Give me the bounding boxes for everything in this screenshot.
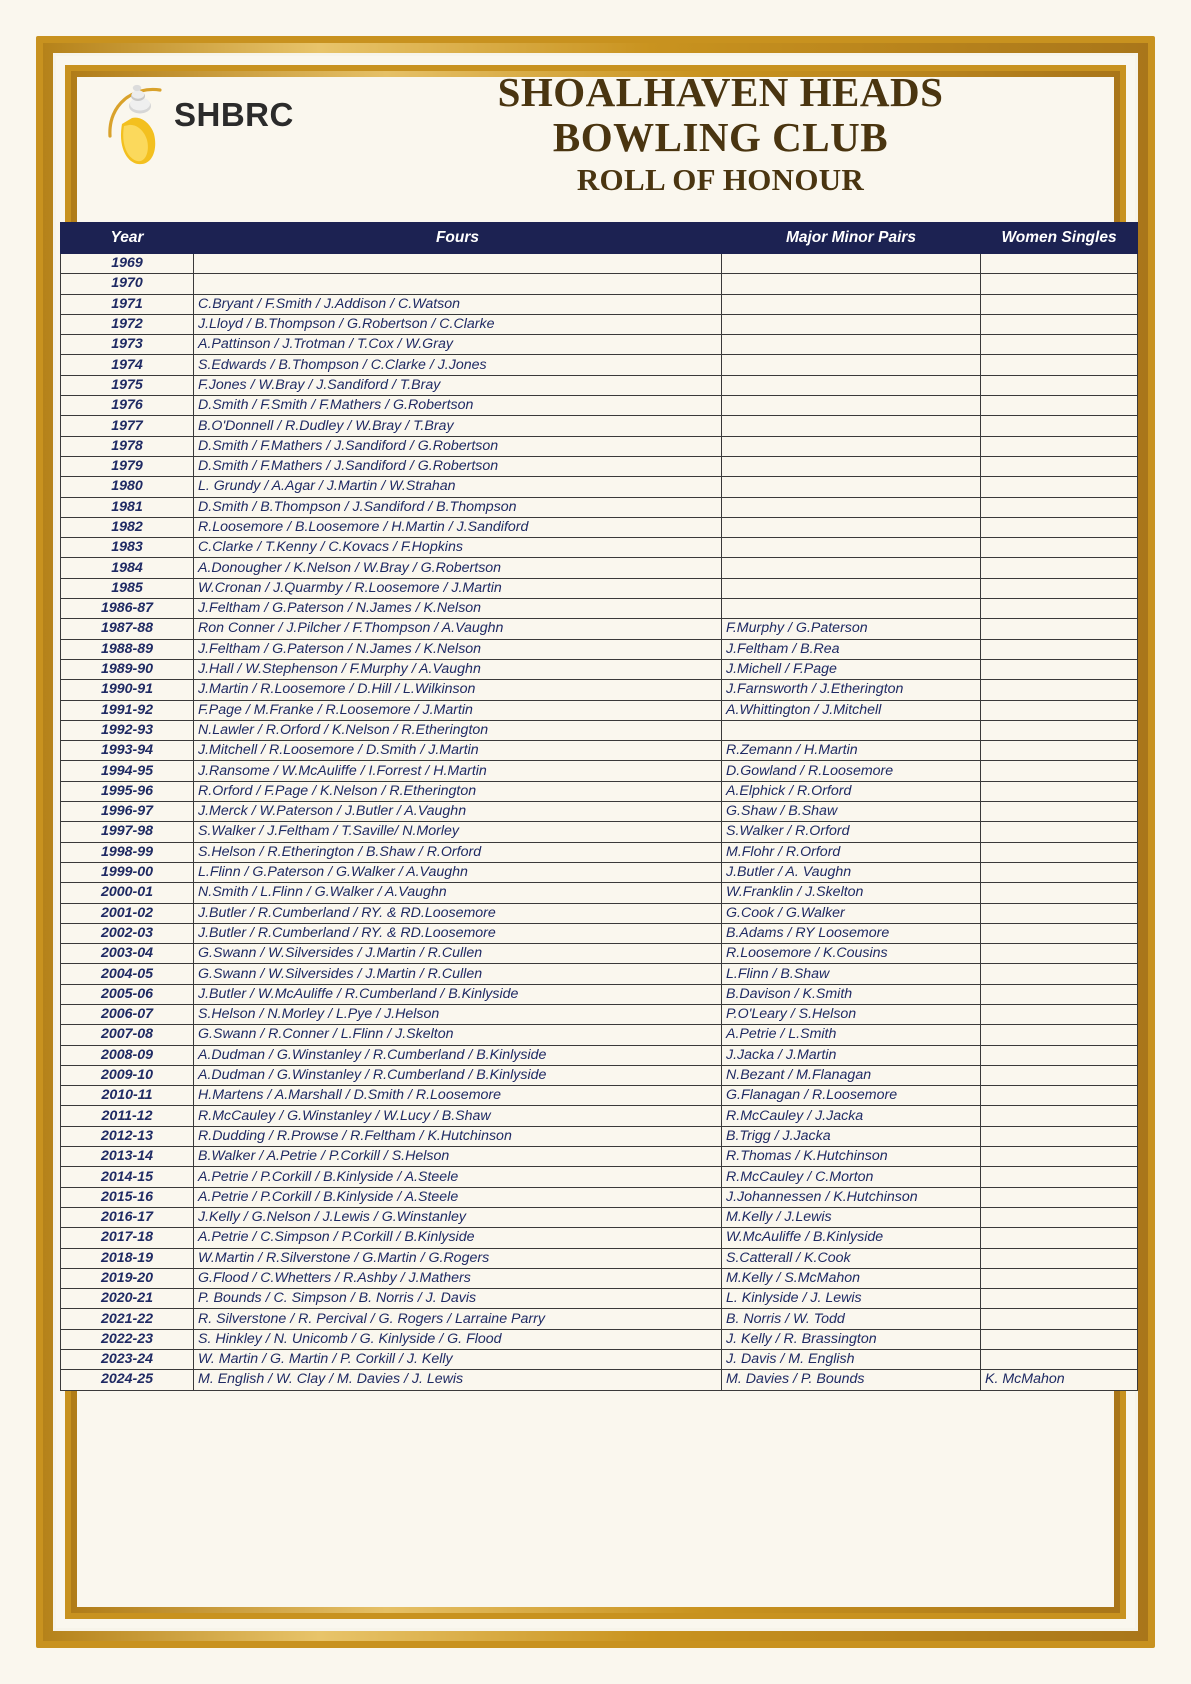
cell-singles — [981, 903, 1138, 923]
table-row — [61, 274, 1138, 294]
cell-pairs: R.Zemann / H.Martin — [722, 741, 981, 761]
table-row — [61, 1147, 1138, 1167]
cell-pairs: J.Johannessen / K.Hutchinson — [722, 1187, 981, 1207]
table-row — [61, 456, 1138, 476]
table-row — [61, 1309, 1138, 1329]
cell-fours: R.Dudding / R.Prowse / R.Feltham / K.Hutchinson — [194, 1126, 722, 1146]
table-row — [61, 802, 1138, 822]
cell-pairs — [722, 436, 981, 456]
cell-singles — [981, 274, 1138, 294]
cell-fours: D.Smith / F.Mathers / J.Sandiford / G.Robertson — [194, 456, 722, 476]
cell-singles — [981, 1248, 1138, 1268]
cell-year: 1987-88 — [61, 619, 194, 639]
table-row — [61, 497, 1138, 517]
cell-fours: G.Swann / W.Silversides / J.Martin / R.Cullen — [194, 964, 722, 984]
cell-fours: J.Merck / W.Paterson / J.Butler / A.Vaughn — [194, 802, 722, 822]
cell-pairs — [722, 558, 981, 578]
column-header-year: Year — [61, 223, 194, 254]
cell-fours: F.Jones / W.Bray / J.Sandiford / T.Bray — [194, 375, 722, 395]
table-row — [61, 700, 1138, 720]
cell-pairs: J.Jacka / J.Martin — [722, 1045, 981, 1065]
cell-pairs: A.Elphick / R.Orford — [722, 781, 981, 801]
cell-singles — [981, 862, 1138, 882]
table-row — [61, 741, 1138, 761]
cell-pairs: J.Butler / A. Vaughn — [722, 862, 981, 882]
cell-year: 1985 — [61, 578, 194, 598]
cell-fours: M. English / W. Clay / M. Davies / J. Lewis — [194, 1370, 722, 1390]
cell-pairs: N.Bezant / M.Flanagan — [722, 1065, 981, 1085]
cell-year: 2011-12 — [61, 1106, 194, 1126]
cell-pairs: J. Kelly / R. Brassington — [722, 1329, 981, 1349]
cell-fours: C.Bryant / F.Smith / J.Addison / C.Watson — [194, 294, 722, 314]
cell-fours: C.Clarke / T.Kenny / C.Kovacs / F.Hopkins — [194, 538, 722, 558]
cell-year: 1999-00 — [61, 862, 194, 882]
table-row — [61, 517, 1138, 537]
cell-year: 1981 — [61, 497, 194, 517]
column-header-major-minor-pairs: Major Minor Pairs — [722, 223, 981, 254]
table-row — [61, 1126, 1138, 1146]
cell-fours: F.Page / M.Franke / R.Loosemore / J.Martin — [194, 700, 722, 720]
cell-fours: A.Dudman / G.Winstanley / R.Cumberland / B.Kinlyside — [194, 1045, 722, 1065]
cell-fours: J.Mitchell / R.Loosemore / D.Smith / J.Martin — [194, 741, 722, 761]
cell-pairs: B. Norris / W. Todd — [722, 1309, 981, 1329]
cell-pairs: G.Flanagan / R.Loosemore — [722, 1086, 981, 1106]
cell-fours: J.Ransome / W.McAuliffe / I.Forrest / H.Martin — [194, 761, 722, 781]
table-header-row — [61, 223, 1138, 254]
cell-pairs — [722, 578, 981, 598]
cell-year: 1998-99 — [61, 842, 194, 862]
cell-year: 1979 — [61, 456, 194, 476]
page-content — [60, 60, 1131, 1391]
cell-fours: A.Donougher / K.Nelson / W.Bray / G.Robertson — [194, 558, 722, 578]
table-row — [61, 1329, 1138, 1349]
cell-fours: J.Butler / W.McAuliffe / R.Cumberland / B.Kinlyside — [194, 984, 722, 1004]
cell-year: 1978 — [61, 436, 194, 456]
cell-fours: S. Hinkley / N. Unicomb / G. Kinlyside / G. Flood — [194, 1329, 722, 1349]
cell-singles — [981, 558, 1138, 578]
cell-pairs: M.Flohr / R.Orford — [722, 842, 981, 862]
cell-year: 2000-01 — [61, 883, 194, 903]
cell-fours: S.Edwards / B.Thompson / C.Clarke / J.Jones — [194, 355, 722, 375]
cell-fours: N.Lawler / R.Orford / K.Nelson / R.Etherington — [194, 720, 722, 740]
cell-fours: S.Walker / J.Feltham / T.Saville/ N.Morley — [194, 822, 722, 842]
cell-fours: J.Lloyd / B.Thompson / G.Robertson / C.Clarke — [194, 314, 722, 334]
cell-year: 2012-13 — [61, 1126, 194, 1146]
cell-pairs: G.Shaw / B.Shaw — [722, 802, 981, 822]
cell-singles — [981, 842, 1138, 862]
table-row — [61, 842, 1138, 862]
cell-year: 1977 — [61, 416, 194, 436]
cell-singles — [981, 619, 1138, 639]
table-row — [61, 294, 1138, 314]
cell-pairs: A.Petrie / L.Smith — [722, 1025, 981, 1045]
cell-pairs — [722, 375, 981, 395]
cell-fours: R.Loosemore / B.Loosemore / H.Martin / J.Sandiford — [194, 517, 722, 537]
table-row — [61, 578, 1138, 598]
cell-year: 1973 — [61, 335, 194, 355]
cell-pairs: J.Farnsworth / J.Etherington — [722, 680, 981, 700]
cell-singles — [981, 578, 1138, 598]
cell-singles — [981, 1350, 1138, 1370]
cell-singles — [981, 294, 1138, 314]
cell-singles — [981, 1268, 1138, 1288]
cell-singles — [981, 1106, 1138, 1126]
cell-singles — [981, 1004, 1138, 1024]
cell-year: 1996-97 — [61, 802, 194, 822]
cell-fours: J.Butler / R.Cumberland / RY. & RD.Loosemore — [194, 903, 722, 923]
roll-of-honour-table — [60, 222, 1138, 1391]
title-line-1: SHOALHAVEN HEADS — [497, 69, 944, 115]
cell-singles — [981, 1126, 1138, 1146]
cell-fours: W.Martin / R.Silverstone / G.Martin / G.Rogers — [194, 1248, 722, 1268]
table-row — [61, 883, 1138, 903]
cell-pairs — [722, 599, 981, 619]
cell-year: 1969 — [61, 254, 194, 274]
svg-text:SHBRC: SHBRC — [174, 96, 294, 133]
shbrc-logo — [100, 78, 310, 168]
cell-pairs: M.Kelly / J.Lewis — [722, 1207, 981, 1227]
cell-fours: J.Kelly / G.Nelson / J.Lewis / G.Winstanley — [194, 1207, 722, 1227]
column-header-fours: Fours — [194, 223, 722, 254]
cell-pairs: J.Michell / F.Page — [722, 659, 981, 679]
cell-fours: H.Martens / A.Marshall / D.Smith / R.Loosemore — [194, 1086, 722, 1106]
table-row — [61, 477, 1138, 497]
table-row — [61, 1289, 1138, 1309]
cell-singles — [981, 254, 1138, 274]
cell-fours: D.Smith / F.Mathers / J.Sandiford / G.Robertson — [194, 436, 722, 456]
cell-fours: A.Pattinson / J.Trotman / T.Cox / W.Gray — [194, 335, 722, 355]
cell-singles — [981, 984, 1138, 1004]
cell-fours: J.Hall / W.Stephenson / F.Murphy / A.Vaughn — [194, 659, 722, 679]
table-row — [61, 396, 1138, 416]
cell-singles — [981, 1309, 1138, 1329]
cell-year: 1982 — [61, 517, 194, 537]
table-row — [61, 1004, 1138, 1024]
cell-year: 2022-23 — [61, 1329, 194, 1349]
table-row — [61, 781, 1138, 801]
title-line-3: ROLL OF HONOUR — [576, 162, 865, 197]
cell-year: 2019-20 — [61, 1268, 194, 1288]
cell-fours: G.Flood / C.Whetters / R.Ashby / J.Mathers — [194, 1268, 722, 1288]
cell-fours: D.Smith / B.Thompson / J.Sandiford / B.Thompson — [194, 497, 722, 517]
table-row — [61, 314, 1138, 334]
table-row — [61, 944, 1138, 964]
cell-fours: R.Orford / F.Page / K.Nelson / R.Etherington — [194, 781, 722, 801]
cell-year: 2014-15 — [61, 1167, 194, 1187]
cell-singles — [981, 456, 1138, 476]
table-row — [61, 659, 1138, 679]
table-row — [61, 1207, 1138, 1227]
cell-year: 2021-22 — [61, 1309, 194, 1329]
cell-singles — [981, 802, 1138, 822]
table-row — [61, 436, 1138, 456]
cell-singles — [981, 700, 1138, 720]
cell-singles — [981, 314, 1138, 334]
cell-year: 1997-98 — [61, 822, 194, 842]
cell-pairs: L. Kinlyside / J. Lewis — [722, 1289, 981, 1309]
cell-year: 2004-05 — [61, 964, 194, 984]
cell-year: 1992-93 — [61, 720, 194, 740]
cell-year: 2016-17 — [61, 1207, 194, 1227]
cell-pairs: F.Murphy / G.Paterson — [722, 619, 981, 639]
cell-fours: J.Feltham / G.Paterson / N.James / K.Nelson — [194, 599, 722, 619]
cell-pairs: M. Davies / P. Bounds — [722, 1370, 981, 1390]
cell-fours: N.Smith / L.Flinn / G.Walker / A.Vaughn — [194, 883, 722, 903]
table-body — [61, 254, 1138, 1391]
title-line-2: BOWLING CLUB — [552, 114, 889, 160]
cell-pairs — [722, 497, 981, 517]
cell-year: 2007-08 — [61, 1025, 194, 1045]
cell-singles — [981, 639, 1138, 659]
table-row — [61, 1086, 1138, 1106]
cell-pairs — [722, 335, 981, 355]
cell-singles — [981, 1045, 1138, 1065]
cell-year: 2001-02 — [61, 903, 194, 923]
cell-fours: L.Flinn / G.Paterson / G.Walker / A.Vaughn — [194, 862, 722, 882]
cell-pairs: G.Cook / G.Walker — [722, 903, 981, 923]
table-row — [61, 375, 1138, 395]
table-row — [61, 964, 1138, 984]
cell-fours: Ron Conner / J.Pilcher / F.Thompson / A.Vaughn — [194, 619, 722, 639]
table-row — [61, 1228, 1138, 1248]
table-row — [61, 416, 1138, 436]
cell-fours: A.Petrie / P.Corkill / B.Kinlyside / A.Steele — [194, 1167, 722, 1187]
cell-year: 1970 — [61, 274, 194, 294]
cell-pairs: R.McCauley / J.Jacka — [722, 1106, 981, 1126]
cell-singles — [981, 436, 1138, 456]
cell-year: 1984 — [61, 558, 194, 578]
cell-pairs: L.Flinn / B.Shaw — [722, 964, 981, 984]
table-row — [61, 1045, 1138, 1065]
cell-pairs: J. Davis / M. English — [722, 1350, 981, 1370]
cell-year: 2005-06 — [61, 984, 194, 1004]
cell-fours: G.Swann / W.Silversides / J.Martin / R.Cullen — [194, 944, 722, 964]
cell-fours: R. Silverstone / R. Percival / G. Rogers / Larraine Parry — [194, 1309, 722, 1329]
table-row — [61, 862, 1138, 882]
table-row — [61, 822, 1138, 842]
cell-fours: R.McCauley / G.Winstanley / W.Lucy / B.Shaw — [194, 1106, 722, 1126]
cell-fours: J.Butler / R.Cumberland / RY. & RD.Loosemore — [194, 923, 722, 943]
cell-fours: B.O'Donnell / R.Dudley / W.Bray / T.Bray — [194, 416, 722, 436]
cell-fours: J.Feltham / G.Paterson / N.James / K.Nelson — [194, 639, 722, 659]
cell-singles — [981, 761, 1138, 781]
table-row — [61, 984, 1138, 1004]
cell-year: 1991-92 — [61, 700, 194, 720]
cell-year: 2003-04 — [61, 944, 194, 964]
table-row — [61, 1187, 1138, 1207]
cell-year: 1976 — [61, 396, 194, 416]
cell-year: 2008-09 — [61, 1045, 194, 1065]
cell-singles — [981, 396, 1138, 416]
cell-singles — [981, 923, 1138, 943]
cell-pairs — [722, 254, 981, 274]
cell-pairs: W.Franklin / J.Skelton — [722, 883, 981, 903]
cell-year: 1990-91 — [61, 680, 194, 700]
cell-singles — [981, 1289, 1138, 1309]
cell-singles — [981, 1065, 1138, 1085]
table-row — [61, 923, 1138, 943]
cell-year: 1993-94 — [61, 741, 194, 761]
table-row — [61, 335, 1138, 355]
table-row — [61, 619, 1138, 639]
cell-year: 2015-16 — [61, 1187, 194, 1207]
cell-fours — [194, 254, 722, 274]
cell-pairs — [722, 517, 981, 537]
cell-singles — [981, 1187, 1138, 1207]
cell-singles: K. McMahon — [981, 1370, 1138, 1390]
cell-pairs: S.Catterall / K.Cook — [722, 1248, 981, 1268]
cell-fours: J.Martin / R.Loosemore / D.Hill / L.Wilkinson — [194, 680, 722, 700]
table-row — [61, 1025, 1138, 1045]
column-header-women-singles: Women Singles — [981, 223, 1138, 254]
cell-year: 2023-24 — [61, 1350, 194, 1370]
cell-year: 2010-11 — [61, 1086, 194, 1106]
table-row — [61, 761, 1138, 781]
cell-pairs: R.Thomas / K.Hutchinson — [722, 1147, 981, 1167]
table-row — [61, 1106, 1138, 1126]
cell-pairs: B.Davison / K.Smith — [722, 984, 981, 1004]
cell-singles — [981, 599, 1138, 619]
cell-singles — [981, 1329, 1138, 1349]
cell-fours — [194, 274, 722, 294]
cell-year: 1989-90 — [61, 659, 194, 679]
cell-singles — [981, 1228, 1138, 1248]
cell-pairs: D.Gowland / R.Loosemore — [722, 761, 981, 781]
cell-singles — [981, 680, 1138, 700]
cell-pairs — [722, 720, 981, 740]
table-row — [61, 639, 1138, 659]
cell-singles — [981, 781, 1138, 801]
table-row — [61, 1167, 1138, 1187]
table-row — [61, 1248, 1138, 1268]
cell-year: 1980 — [61, 477, 194, 497]
cell-pairs — [722, 538, 981, 558]
cell-fours: A.Petrie / P.Corkill / B.Kinlyside / A.Steele — [194, 1187, 722, 1207]
cell-pairs: M.Kelly / S.McMahon — [722, 1268, 981, 1288]
cell-singles — [981, 659, 1138, 679]
table-row — [61, 903, 1138, 923]
cell-year: 1995-96 — [61, 781, 194, 801]
cell-year: 2020-21 — [61, 1289, 194, 1309]
cell-pairs — [722, 396, 981, 416]
cell-pairs: A.Whittington / J.Mitchell — [722, 700, 981, 720]
cell-year: 2002-03 — [61, 923, 194, 943]
cell-pairs — [722, 456, 981, 476]
table-row — [61, 1268, 1138, 1288]
cell-singles — [981, 1147, 1138, 1167]
cell-singles — [981, 720, 1138, 740]
table-row — [61, 1370, 1138, 1390]
cell-year: 2009-10 — [61, 1065, 194, 1085]
cell-year: 2018-19 — [61, 1248, 194, 1268]
cell-year: 2013-14 — [61, 1147, 194, 1167]
table-row — [61, 538, 1138, 558]
cell-singles — [981, 477, 1138, 497]
cell-fours: W. Martin / G. Martin / P. Corkill / J. Kelly — [194, 1350, 722, 1370]
cell-pairs — [722, 355, 981, 375]
cell-pairs — [722, 416, 981, 436]
cell-fours: D.Smith / F.Smith / F.Mathers / G.Robertson — [194, 396, 722, 416]
cell-pairs: P.O'Leary / S.Helson — [722, 1004, 981, 1024]
cell-fours: G.Swann / R.Conner / L.Flinn / J.Skelton — [194, 1025, 722, 1045]
cell-year: 1986-87 — [61, 599, 194, 619]
cell-singles — [981, 497, 1138, 517]
cell-fours: B.Walker / A.Petrie / P.Corkill / S.Helson — [194, 1147, 722, 1167]
cell-singles — [981, 1167, 1138, 1187]
cell-singles — [981, 335, 1138, 355]
cell-pairs: R.Loosemore / K.Cousins — [722, 944, 981, 964]
cell-year: 1994-95 — [61, 761, 194, 781]
cell-year: 2017-18 — [61, 1228, 194, 1248]
cell-singles — [981, 964, 1138, 984]
table-header — [61, 223, 1138, 254]
cell-singles — [981, 517, 1138, 537]
cell-singles — [981, 1025, 1138, 1045]
cell-year: 2024-25 — [61, 1370, 194, 1390]
cell-pairs — [722, 314, 981, 334]
table-row — [61, 254, 1138, 274]
cell-pairs: R.McCauley / C.Morton — [722, 1167, 981, 1187]
cell-fours: S.Helson / R.Etherington / B.Shaw / R.Orford — [194, 842, 722, 862]
cell-pairs — [722, 477, 981, 497]
cell-pairs: B.Adams / RY Loosemore — [722, 923, 981, 943]
cell-singles — [981, 822, 1138, 842]
cell-pairs: W.McAuliffe / B.Kinlyside — [722, 1228, 981, 1248]
cell-singles — [981, 355, 1138, 375]
cell-pairs: J.Feltham / B.Rea — [722, 639, 981, 659]
cell-pairs — [722, 274, 981, 294]
page-header — [60, 60, 1131, 222]
cell-year: 1972 — [61, 314, 194, 334]
cell-fours: L. Grundy / A.Agar / J.Martin / W.Strahan — [194, 477, 722, 497]
cell-pairs: B.Trigg / J.Jacka — [722, 1126, 981, 1146]
cell-year: 1974 — [61, 355, 194, 375]
cell-fours: A.Petrie / C.Simpson / P.Corkill / B.Kinlyside — [194, 1228, 722, 1248]
cell-pairs — [722, 294, 981, 314]
cell-singles — [981, 883, 1138, 903]
table-row — [61, 558, 1138, 578]
cell-year: 1983 — [61, 538, 194, 558]
cell-year: 1971 — [61, 294, 194, 314]
table-row — [61, 599, 1138, 619]
cell-year: 2006-07 — [61, 1004, 194, 1024]
cell-singles — [981, 375, 1138, 395]
cell-singles — [981, 416, 1138, 436]
cell-singles — [981, 741, 1138, 761]
cell-singles — [981, 944, 1138, 964]
cell-fours: P. Bounds / C. Simpson / B. Norris / J. Davis — [194, 1289, 722, 1309]
cell-year: 1975 — [61, 375, 194, 395]
cell-singles — [981, 1207, 1138, 1227]
table-row — [61, 720, 1138, 740]
cell-fours: S.Helson / N.Morley / L.Pye / J.Helson — [194, 1004, 722, 1024]
cell-year: 1988-89 — [61, 639, 194, 659]
title-block — [320, 70, 1121, 200]
table-row — [61, 1065, 1138, 1085]
cell-fours: W.Cronan / J.Quarmby / R.Loosemore / J.Martin — [194, 578, 722, 598]
cell-fours: A.Dudman / G.Winstanley / R.Cumberland / B.Kinlyside — [194, 1065, 722, 1085]
table-row — [61, 1350, 1138, 1370]
table-row — [61, 680, 1138, 700]
table-row — [61, 355, 1138, 375]
cell-singles — [981, 538, 1138, 558]
cell-singles — [981, 1086, 1138, 1106]
cell-pairs: S.Walker / R.Orford — [722, 822, 981, 842]
